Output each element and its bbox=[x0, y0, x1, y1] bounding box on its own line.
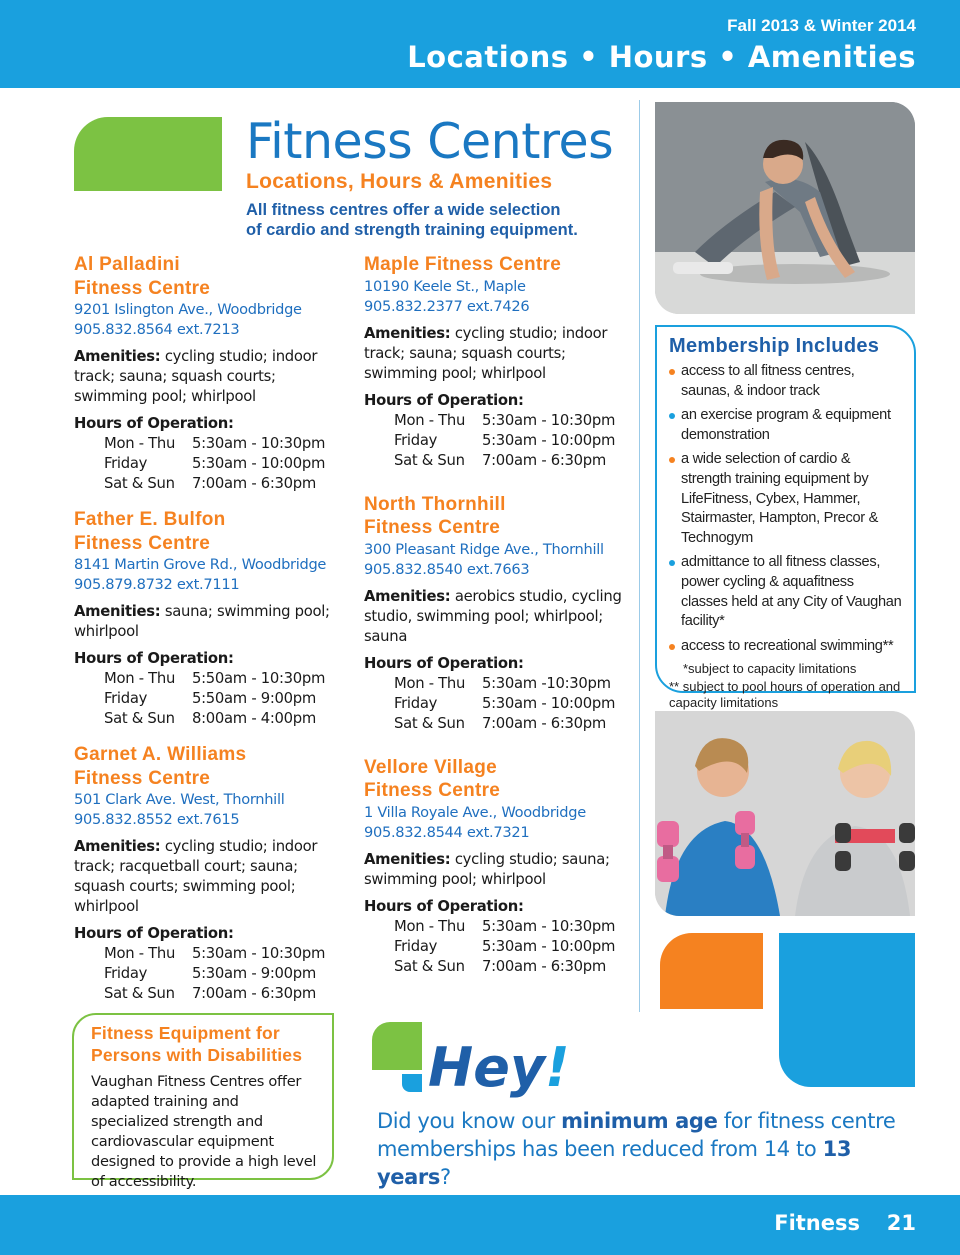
centre-north-thornhill bbox=[364, 493, 634, 734]
centre-garnet-williams bbox=[74, 743, 344, 1004]
centre-al-palladini bbox=[74, 253, 344, 494]
membership-title: Membership Includes bbox=[669, 335, 880, 357]
hours-heading: Hours of Operation: bbox=[74, 925, 234, 942]
season-label: Fall 2013 & Winter 2014 bbox=[727, 16, 916, 35]
centre-address: 8141 Martin Grove Rd., Woodbridge bbox=[74, 556, 327, 573]
page-subtitle: Locations, Hours & Amenities bbox=[246, 170, 553, 193]
hours-row: Mon - Thu 5:30am - 10:30pm bbox=[104, 435, 326, 452]
hours-row: Sat & Sun 7:00am - 6:30pm bbox=[394, 714, 606, 732]
header-heading: Locations • Hours • Amenities bbox=[407, 40, 916, 74]
hours-table bbox=[394, 411, 615, 471]
membership-item: a wide selection of cardio & strength training equipment by LifeFitness, Cybex, Hammer, Stairmaster, Hampton, Precor & Technogym bbox=[669, 450, 902, 548]
centre-amenities: Amenities: cycling studio; indoor track; sauna; squash courts; swimming pool; whirlpool bbox=[74, 348, 318, 405]
footer-section-name: Fitness bbox=[774, 1211, 860, 1235]
blue-decoration-shape bbox=[779, 933, 915, 1087]
hours-table bbox=[104, 434, 325, 494]
membership-box bbox=[655, 325, 916, 711]
bullet-dot-icon bbox=[669, 413, 675, 419]
photo-women-dumbbells bbox=[655, 711, 915, 916]
hours-row: Sat & Sun 8:00am - 4:00pm bbox=[104, 710, 316, 727]
photo-man-pushup bbox=[655, 102, 915, 314]
centre-amenities: Amenities: cycling studio; indoor track; sauna; squash courts; swimming pool; whirlpool bbox=[364, 324, 608, 382]
intro-line-1: All fitness centres offer a wide selection bbox=[246, 201, 561, 219]
disabilities-text: Vaughan Fitness Centres offer adapted training and specialized strength and cardiovascular equipment designed to provide a high level of accessibility. bbox=[91, 1073, 317, 1190]
bullet-dot-icon bbox=[669, 369, 675, 375]
dumbbells-illustration bbox=[655, 711, 915, 916]
hours-heading: Hours of Operation: bbox=[364, 654, 524, 672]
bullet-dot-icon bbox=[669, 457, 675, 463]
hey-logo-icon bbox=[372, 1022, 426, 1094]
centre-vellore-village bbox=[364, 756, 634, 977]
centre-phone: 905.832.8540 ext.7663 bbox=[364, 560, 530, 578]
hours-heading: Hours of Operation: bbox=[364, 391, 524, 409]
hours-table bbox=[104, 669, 325, 729]
hours-row: Mon - Thu 5:30am -10:30pm bbox=[394, 674, 611, 692]
orange-decoration-shape bbox=[660, 933, 763, 1009]
hours-row: Friday 5:30am - 10:00pm bbox=[394, 431, 616, 449]
hours-row: Mon - Thu 5:30am - 10:30pm bbox=[394, 917, 616, 935]
hours-row: Friday 5:30am - 10:00pm bbox=[104, 455, 326, 472]
page-number: 21 bbox=[886, 1211, 916, 1235]
hours-row: Mon - Thu 5:50am - 10:30pm bbox=[104, 670, 326, 687]
hours-row: Friday 5:30am - 10:00pm bbox=[394, 937, 616, 955]
hours-row: Sat & Sun 7:00am - 6:30pm bbox=[394, 451, 606, 469]
centre-address: 501 Clark Ave. West, Thornhill bbox=[74, 791, 285, 808]
bullet-dot-icon bbox=[669, 560, 675, 566]
column-divider bbox=[639, 100, 640, 1012]
hours-row: Sat & Sun 7:00am - 6:30pm bbox=[104, 985, 316, 1002]
title-block bbox=[246, 114, 613, 240]
hours-heading: Hours of Operation: bbox=[74, 650, 234, 667]
hours-row: Mon - Thu 5:30am - 10:30pm bbox=[104, 945, 326, 962]
hours-row: Sat & Sun 7:00am - 6:30pm bbox=[104, 475, 316, 492]
membership-list bbox=[669, 362, 902, 656]
centre-father-bulfon bbox=[74, 508, 344, 729]
centre-phone: 905.832.2377 ext.7426 bbox=[364, 297, 530, 315]
centres-column-middle bbox=[364, 253, 634, 977]
membership-item: an exercise program & equipment demonstration bbox=[669, 406, 902, 445]
centre-amenities: Amenities: sauna; swimming pool; whirlpool bbox=[74, 603, 330, 640]
disabilities-box bbox=[72, 1013, 334, 1190]
centre-name: Al Palladini Fitness Centre bbox=[74, 254, 211, 299]
membership-footnote-2: ** subject to pool hours of operation and capacity limitations bbox=[669, 679, 901, 711]
green-decoration-shape bbox=[74, 117, 222, 191]
centre-address: 300 Pleasant Ridge Ave., Thornhill bbox=[364, 540, 604, 558]
hours-heading: Hours of Operation: bbox=[364, 897, 524, 915]
centres-column-left bbox=[74, 253, 344, 1004]
hours-row: Friday 5:50am - 9:00pm bbox=[104, 690, 316, 707]
hours-heading: Hours of Operation: bbox=[74, 415, 234, 432]
centre-amenities: Amenities: cycling studio; indoor track; racquetball court; sauna; squash courts; swimming pool; whirlpool bbox=[74, 838, 318, 915]
centre-name: Garnet A. Williams Fitness Centre bbox=[74, 744, 247, 789]
centre-name: Vellore Village Fitness Centre bbox=[364, 756, 501, 801]
centre-amenities: Amenities: aerobics studio, cycling studio, swimming pool; whirlpool; sauna bbox=[364, 587, 622, 645]
centre-phone: 905.879.8732 ext.7111 bbox=[74, 576, 240, 593]
footer-bar bbox=[0, 1195, 960, 1255]
membership-footnote-1: *subject to capacity limitations bbox=[683, 661, 857, 677]
hours-row: Sat & Sun 7:00am - 6:30pm bbox=[394, 957, 606, 975]
centre-address: 10190 Keele St., Maple bbox=[364, 277, 526, 295]
hours-row: Friday 5:30am - 10:00pm bbox=[394, 694, 616, 712]
membership-item: access to recreational swimming** bbox=[669, 637, 902, 657]
centre-name: North Thornhill Fitness Centre bbox=[364, 493, 506, 538]
membership-item: access to all fitness centres, saunas, & indoor track bbox=[669, 362, 902, 401]
hours-row: Friday 5:30am - 9:00pm bbox=[104, 965, 316, 982]
centre-address: 1 Villa Royale Ave., Woodbridge bbox=[364, 803, 586, 821]
hours-row: Mon - Thu 5:30am - 10:30pm bbox=[394, 411, 616, 429]
hey-body-text: Did you know our minimum age for fitness centre memberships has been reduced from 14 to 13 years? bbox=[377, 1109, 896, 1189]
centre-maple bbox=[364, 253, 634, 471]
centre-address: 9201 Islington Ave., Woodbridge bbox=[74, 301, 302, 318]
disabilities-title: Fitness Equipment for Persons with Disabilities bbox=[91, 1023, 303, 1065]
intro-text bbox=[246, 200, 606, 240]
bullet-dot-icon bbox=[669, 644, 675, 650]
centre-amenities: Amenities: cycling studio; sauna; swimming pool; whirlpool bbox=[364, 850, 610, 888]
centre-phone: 905.832.8544 ext.7321 bbox=[364, 823, 530, 841]
pushup-illustration bbox=[655, 102, 915, 314]
membership-item: admittance to all fitness classes, power cycling & aquafitness classes held at any City of Vaughan facility* bbox=[669, 553, 902, 631]
hours-table bbox=[394, 917, 615, 977]
intro-line-2: of cardio and strength training equipment. bbox=[246, 221, 578, 239]
page-title: Fitness Centres bbox=[246, 113, 614, 170]
centre-name: Maple Fitness Centre bbox=[364, 254, 562, 275]
centre-phone: 905.832.8564 ext.7213 bbox=[74, 321, 240, 338]
centre-name: Father E. Bulfon Fitness Centre bbox=[74, 509, 226, 554]
hours-table bbox=[104, 944, 325, 1004]
header-bar bbox=[0, 0, 960, 88]
hours-table bbox=[394, 674, 615, 734]
centre-phone: 905.832.8552 ext.7615 bbox=[74, 811, 240, 828]
hey-heading: Hey! bbox=[428, 1036, 570, 1099]
